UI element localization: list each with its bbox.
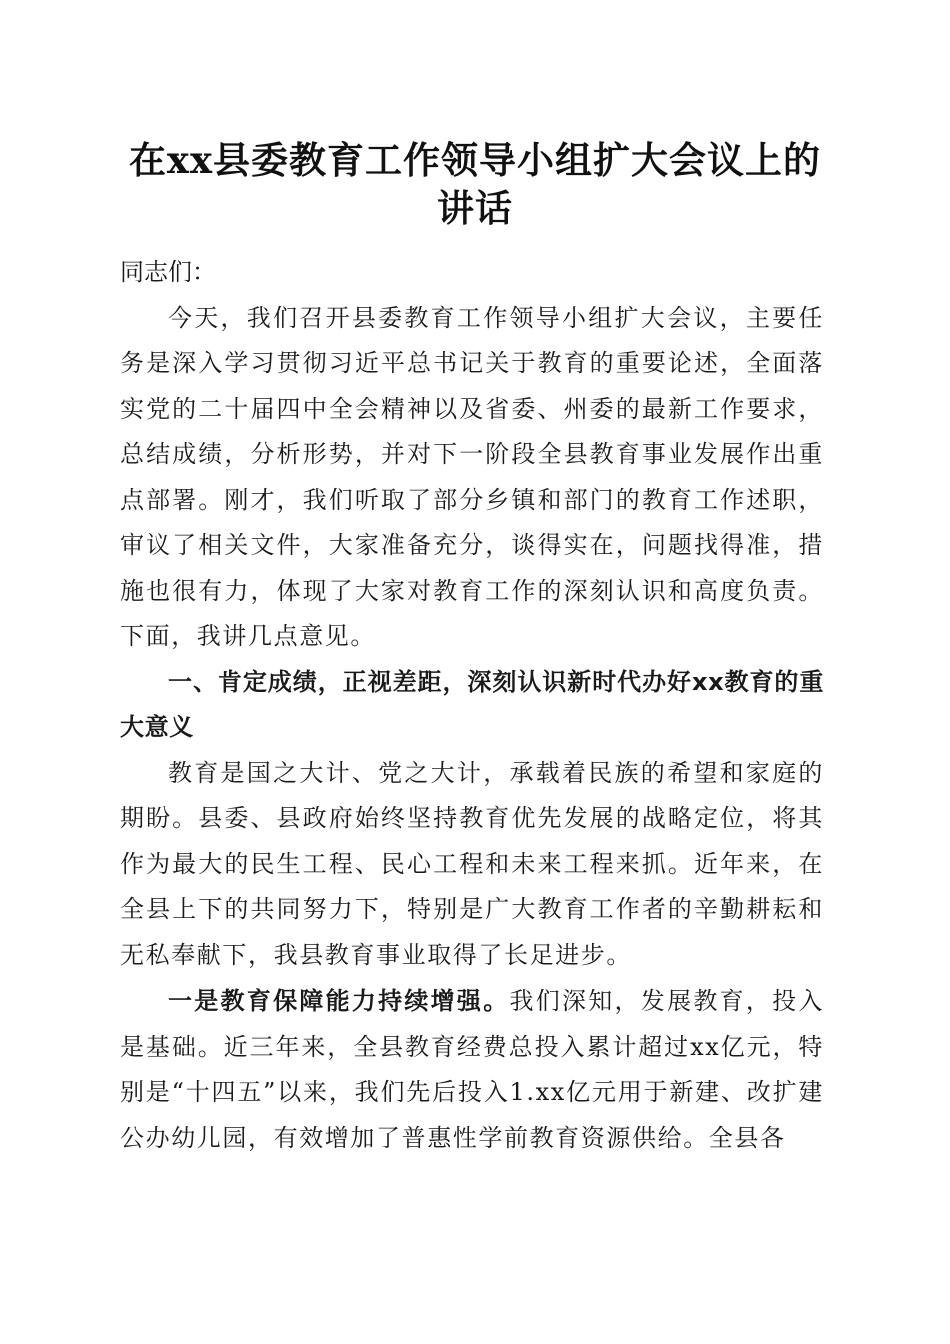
section-heading-1: 一、肯定成绩，正视差距，深刻认识新时代办好xx教育的重大意义 [120,667,824,741]
salutation: 同志们： [120,258,216,286]
document-title: 在xx县委教育工作领导小组扩大会议上的讲话 [128,138,822,230]
document-body [120,250,824,1161]
paragraph-education: 教育是国之大计、党之大计，承载着民族的希望和家庭的期盼。县委、县政府始终坚持教育优先发展的战略定位，将其作为最大的民生工程、民心工程和未来工程来抓。近年来，在全县上下的共同努力下，特别是广大教育工作者的辛勤耕耘和无私奉献下，我县教育事业取得了长足进步。 [120,758,824,969]
paragraph-intro: 今天，我们召开县委教育工作领导小组扩大会议，主要任务是深入学习贯彻习近平总书记关于教育的重要论述，全面落实党的二十届四中全会精神以及省委、州委的最新工作要求，总结成绩，分析形势，并对下一阶段全县教育事业发展作出重点部署。刚才，我们听取了部分乡镇和部门的教育工作述职，审议了相关文件，大家准备充分，谈得实在，问题找得准，措施也很有力，体现了大家对教育工作的深刻认识和高度负责。下面，我讲几点意见。 [120,303,824,650]
point-1-lead: 一是教育保障能力持续增强。 [168,986,510,1015]
paragraph-point-1 [120,978,824,1161]
point-1-text: 我们深知，发展教育，投入是基础。近三年来，全县教育经费总投入累计超过xx亿元，特别是“十四五”以来，我们先后投入1.xx亿元用于新建、改扩建公办幼儿园，有效增加了普惠性学前教育资源供给。全县各 [120,987,824,1152]
